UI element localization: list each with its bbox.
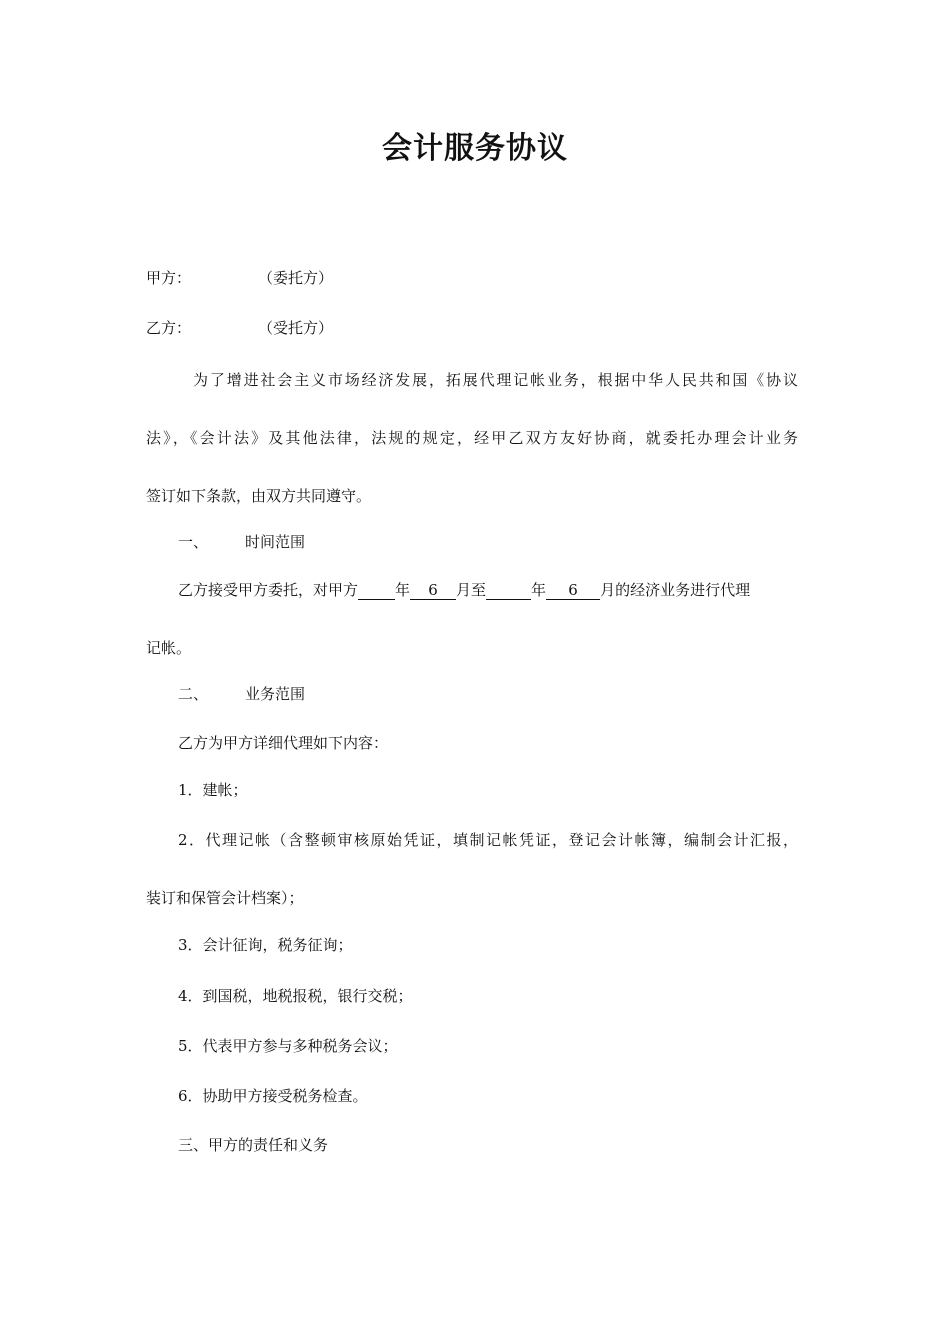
party-b-role: （受托方） bbox=[258, 319, 334, 337]
section-1-heading: 时间范围 bbox=[245, 533, 306, 551]
page-title: 会计服务协议 bbox=[382, 131, 568, 166]
party-b-label: 乙方： bbox=[146, 319, 192, 337]
intro-line-1: 为了增进社会主义市场经济发展，拓展代理记帐业务，根据中华人民共和国《协议 bbox=[193, 371, 798, 389]
list-item: 4．到国税，地税报税，银行交税； bbox=[178, 987, 413, 1005]
section-1-number: 一、 bbox=[178, 533, 209, 551]
section-1-text-b: 月至 bbox=[456, 581, 487, 599]
section-1-sentence bbox=[178, 580, 798, 600]
section-1-text-d: 记帐。 bbox=[146, 639, 192, 657]
year-blank-1 bbox=[358, 599, 395, 600]
list-item-continuation: 装订和保管会计档案）； bbox=[146, 889, 304, 907]
intro-line-3: 签订如下条款，由双方共同遵守。 bbox=[146, 487, 372, 505]
list-item: 6．协助甲方接受税务检查。 bbox=[178, 1087, 368, 1105]
list-item: 3．会计征询，税务征询； bbox=[178, 936, 353, 954]
section-1-year-label-1: 年 bbox=[395, 581, 411, 599]
section-2-intro: 乙方为甲方详细代理如下内容： bbox=[178, 734, 389, 752]
list-item: 5．代表甲方参与多种税务会议； bbox=[178, 1037, 398, 1055]
section-1-text-c: 月的经济业务进行代理 bbox=[600, 581, 751, 599]
party-a-label: 甲方： bbox=[146, 269, 192, 287]
section-1-text-a: 乙方接受甲方委托，对甲方 bbox=[178, 581, 359, 599]
list-item: 2．代理记帐（含整顿审核原始凭证，填制记帐凭证，登记会计帐簿，编制会计汇报， bbox=[178, 831, 798, 849]
list-item: 1．建帐； bbox=[178, 781, 248, 799]
section-2-number: 二、 bbox=[178, 685, 209, 703]
intro-line-2: 法》，《会计法》及其他法律，法规的规定，经甲乙双方友好协商，就委托办理会计业务 bbox=[146, 429, 798, 447]
section-2-heading: 业务范围 bbox=[245, 685, 306, 703]
section-3-heading: 三、甲方的责任和义务 bbox=[178, 1136, 329, 1154]
party-a-role: （委托方） bbox=[258, 269, 334, 287]
section-1-year-label-2: 年 bbox=[531, 581, 547, 599]
month-field-2: 6 bbox=[546, 581, 600, 600]
month-field-1: 6 bbox=[410, 581, 456, 600]
year-blank-2 bbox=[486, 599, 531, 600]
